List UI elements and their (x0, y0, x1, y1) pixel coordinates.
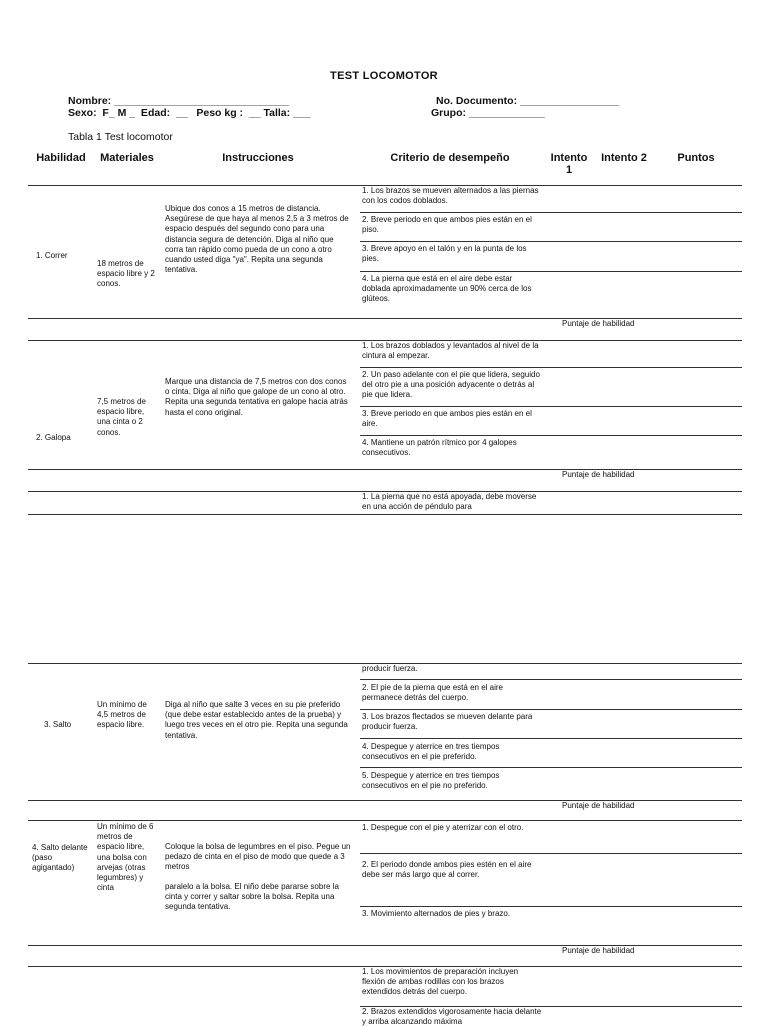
row-divider (28, 820, 742, 821)
criterion-item: 4. La pierna que está en el aire debe estar doblada aproximadamente un 90% cerca de los glúteos. (362, 274, 532, 304)
criterion-divider (360, 271, 742, 272)
row-divider (28, 800, 742, 801)
criterion-divider (360, 241, 742, 242)
criterion-divider (360, 767, 742, 768)
criterion-item: 4. Despegue y aterrice en tres tiempos consecutivos en el pie preferido. (362, 742, 500, 762)
criterion-item: 2. Un paso adelante con el pie que lidera, seguido del otro pie a una posición adyacente o detrás al pie que lidera. (362, 370, 540, 400)
header-criterio: Criterio de desempeño (390, 152, 510, 164)
criterion-divider (360, 367, 742, 368)
skill-name: 2. Galopa (36, 433, 71, 442)
row-divider (28, 945, 742, 946)
sexo-edad-field: Sexo: F_ M _ Edad: __ Peso kg : __ Talla: ___ (68, 107, 311, 119)
header-intento-1: Intento 1 (550, 152, 588, 176)
criterion-item: 3. Breve periodo en que ambos pies están en el aire. (362, 409, 532, 429)
document-title: TEST LOCOMOTOR (330, 70, 438, 82)
criterion-divider (360, 853, 742, 854)
header-materiales: Materiales (100, 152, 154, 164)
criterion-item: 1. Los brazos doblados y levantados al nivel de la cintura al empezar. (362, 341, 539, 361)
criterion-divider (360, 406, 742, 407)
skill-materials: Un mínimo de 4,5 metros de espacio libre. (97, 700, 147, 730)
skill-instructions: Coloque la bolsa de legumbres en el piso. Pegue un pedazo de cinta en el piso de modo que quede a 3 metros (165, 842, 351, 872)
skill-instructions: Marque una distancia de 7,5 metros con dos conos o cinta. Diga al niño que galope de un cono al otro. Repita una segunda tentativa en galope hacia atrás hasta el cono original. (165, 377, 348, 417)
criterion-item: 2. El periodo donde ambos pies estén en el aire debe ser más largo que al correr. (362, 860, 532, 880)
criterion-divider (360, 679, 742, 680)
criterion-item: 4. Mantiene un patrón rítmico por 4 galopes consecutivos. (362, 438, 517, 458)
puntaje-label: Puntaje de habilidad (562, 946, 635, 955)
criterion-item: 5. Despegue y aterrice en tres tiempos consecutivos en el pie no preferido. (362, 771, 500, 791)
criterion-item: 1. Los brazos se mueven alternados a las piernas con los codos doblados. (362, 186, 539, 206)
criterion-divider (360, 212, 742, 213)
criterion-item: 3. Breve apoyo en el talón y en la punta de los pies. (362, 244, 527, 264)
skill-materials: Un mínimo de 6 metros de espacio libre, una bolsa con arvejas (otras legumbres) y cinta (97, 822, 154, 893)
row-divider (28, 514, 742, 515)
criterion-item: 3. Movimiento alternados de pies y brazo. (362, 909, 511, 918)
criterion-item: 2. Breve periodo en que ambos pies están en el piso. (362, 215, 532, 235)
criterion-item: 1. La pierna que no está apoyada, debe moverse en una acción de péndulo para (362, 492, 537, 512)
criterion-item: producir fuerza. (362, 664, 418, 673)
criterion-item: 1. Despegue con el pie y aterrizar con el otro. (362, 823, 524, 832)
skill-name: 4. Salto delante (paso agigantado) (32, 843, 88, 873)
puntaje-label: Puntaje de habilidad (562, 801, 635, 810)
header-puntos: Puntos (677, 152, 715, 164)
header-instrucciones: Instrucciones (222, 152, 294, 164)
table-caption: Tabla 1 Test locomotor (68, 131, 173, 143)
skill-instructions-continued: paralelo a la bolsa. El niño debe pararse sobre la cinta y correr y saltar sobre la bolsa. Repita una segunda tentativa. (165, 882, 339, 912)
header-habilidad: Habilidad (36, 152, 86, 164)
puntaje-label: Puntaje de habilidad (562, 470, 635, 479)
skill-materials: 7,5 metros de espacio libre, una cinta o 2 conos. (97, 397, 146, 437)
skill-instructions: Diga al niño que salte 3 veces en su pie preferido (que debe estar establecido antes de la prueba) y luego tres veces en el otro pie. Repita una segunda tentativa. (165, 700, 348, 740)
documento-field: No. Documento: _________________ (436, 95, 620, 107)
criterion-item: 2. El pie de la pierna que está en el aire permanece detrás del cuerpo. (362, 683, 503, 703)
criterion-item: 1. Los movimientos de preparación incluyen flexión de ambas rodillas con los brazos extendidos detrás del cuerpo. (362, 967, 519, 997)
skill-instructions: Ubique dos conos a 15 metros de distancia. Asegúrese de que haya al menos 2,5 a 3 metros de espacio después del segundo cono para una distancia segura de detención. Diga al niño que corra tan rápido como pueda de un cono a otro cuando usted diga "ya". Repita una segunda tentativa. (165, 204, 349, 275)
skill-name: 3. Salto (44, 720, 72, 729)
puntaje-label: Puntaje de habilidad (562, 319, 635, 328)
grupo-field: Grupo: _____________ (431, 107, 545, 119)
criterion-divider (360, 906, 742, 907)
skill-materials: 18 metros de espacio libre y 2 conos. (97, 259, 155, 289)
criterion-divider (360, 435, 742, 436)
nombre-field: Nombre: ______________________________ (68, 95, 290, 107)
skill-name: 1. Correr (36, 251, 68, 260)
row-divider (28, 469, 742, 470)
criterion-item: 3. Los brazos flectados se mueven delante para producir fuerza. (362, 712, 533, 732)
header-intento-2: Intento 2 (601, 152, 647, 164)
row-divider (28, 318, 742, 319)
criterion-divider (360, 738, 742, 739)
criterion-divider (360, 709, 742, 710)
criterion-item: 2. Brazos extendidos vigorosamente hacia delante y arriba alcanzando máxima (362, 1007, 542, 1027)
